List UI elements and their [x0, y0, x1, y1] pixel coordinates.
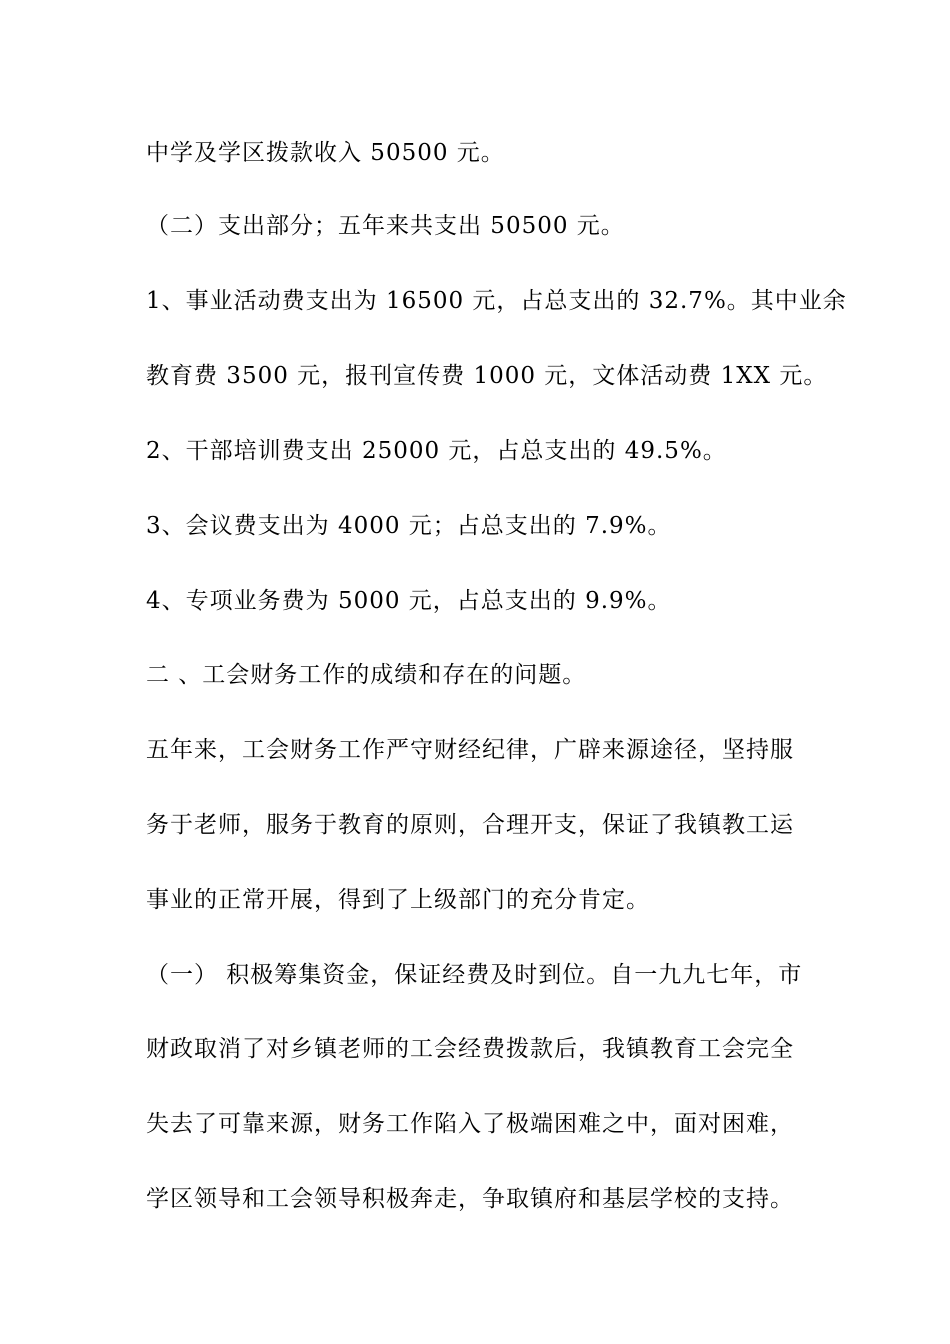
text-line: 五年来，工会财务工作严守财经纪律，广辟来源途径，坚持服: [146, 737, 794, 763]
text-line: 教育费 3500 元，报刊宣传费 1000 元，文体活动费 1XX 元。: [146, 363, 828, 389]
text-line: 事业的正常开展，得到了上级部门的充分肯定。: [146, 887, 650, 913]
text-line: 务于老师，服务于教育的原则，合理开支，保证了我镇教工运: [146, 812, 794, 838]
text-line: 中学及学区拨款收入 50500 元。: [146, 140, 505, 166]
text-line: （二）支出部分；五年来共支出 50500 元。: [146, 213, 625, 239]
text-line: 2、干部培训费支出 25000 元，占总支出的 49.5%。: [146, 438, 727, 464]
text-line: 4、专项业务费为 5000 元，占总支出的 9.9%。: [146, 588, 672, 614]
section-heading: 二 、工会财务工作的成绩和存在的问题。: [146, 662, 587, 688]
text-line: 1、事业活动费支出为 16500 元，占总支出的 32.7%。其中业余: [146, 288, 847, 314]
text-line: （一） 积极筹集资金，保证经费及时到位。自一九九七年，市: [146, 962, 803, 988]
text-line: 失去了可靠来源，财务工作陷入了极端困难之中，面对困难，: [146, 1111, 794, 1137]
text-line: 学区领导和工会领导积极奔走，争取镇府和基层学校的支持。: [146, 1186, 794, 1212]
text-line: 财政取消了对乡镇老师的工会经费拨款后，我镇教育工会完全: [146, 1036, 794, 1062]
text-line: 3、会议费支出为 4000 元；占总支出的 7.9%。: [146, 513, 672, 539]
